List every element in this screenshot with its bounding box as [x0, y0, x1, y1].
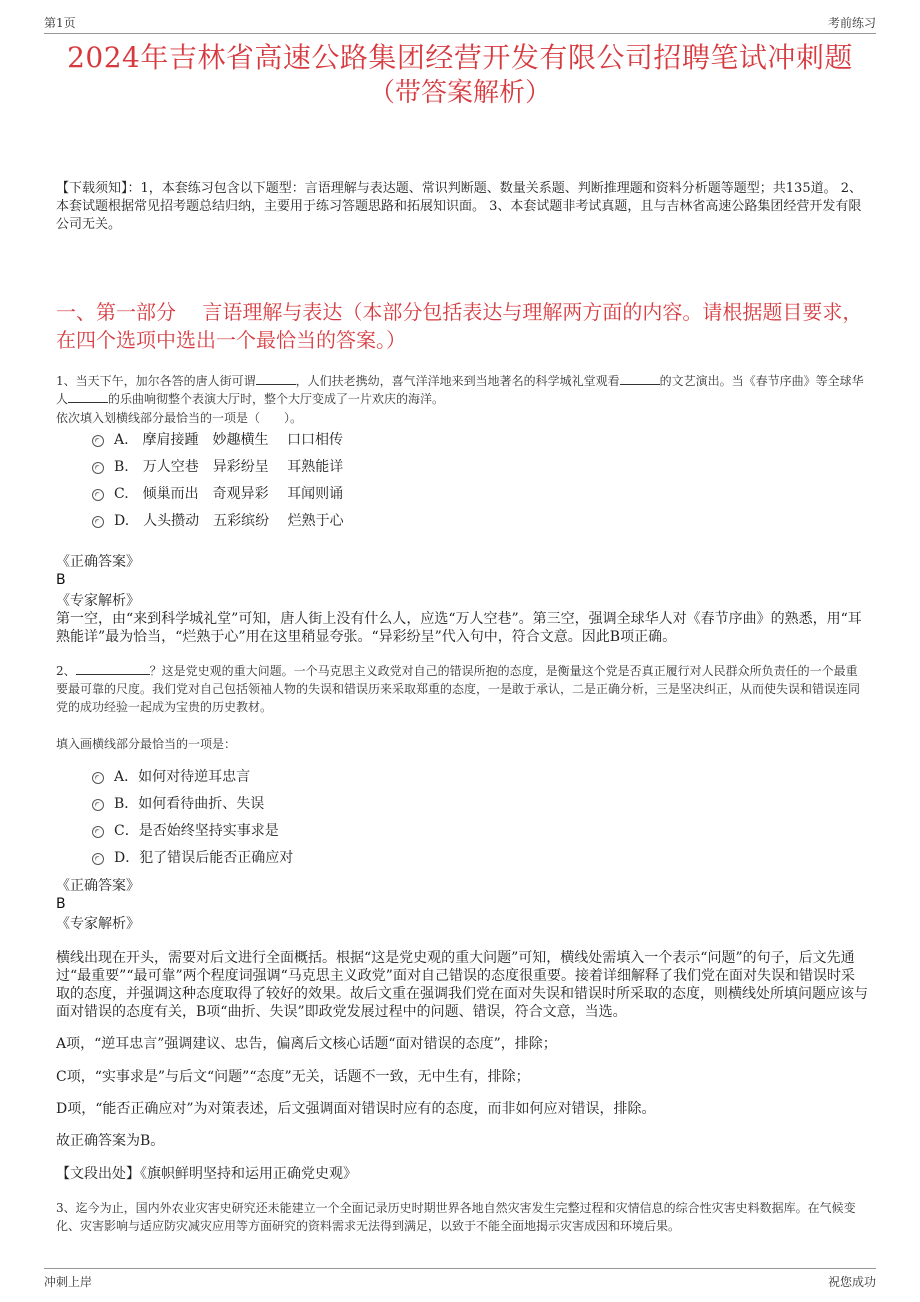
footer-left-text: 冲刺上岸 [44, 1275, 93, 1289]
question-3-stem: 3、迄今为止，国内外农业灾害史研究还未能建立一个全面记录历史时期世界各地自然灾害发生完整过程和灾情信息的综合性灾害史料数据库。在气候变化、灾害影响与适应防灾减灾应用等方面研究的资料需求无法得到满足，以致于不能全面地揭示灾害成因和环境后果。 [56, 1201, 856, 1233]
question-2-instruction: 填入画横线部分最恰当的一项是： [56, 737, 237, 751]
q2-answer: B [56, 896, 66, 912]
q2-option-a[interactable] [92, 766, 251, 788]
question-1-stem [56, 372, 868, 408]
question-2-stem [56, 662, 868, 716]
radio-button[interactable] [92, 435, 104, 447]
q2-analysis-label: 《专家解析》 [56, 916, 140, 932]
q1-answer: B [56, 572, 66, 588]
q1-text-c: 的文艺演出。当《春节序曲》等全球华人 [56, 374, 864, 406]
section-heading: 一、第一部分 言语理解与表达（本部分包括表达与理解两方面的内容。请根据题目要求，在四个选项中选出一个最恰当的答案。） [56, 300, 863, 352]
question-1-instruction: 依次填入划横线部分最恰当的一项是（ ）。 [56, 411, 303, 425]
radio-button[interactable] [92, 489, 104, 501]
q2-option-d[interactable] [92, 847, 294, 869]
q1-text-a: 1、当天下午，加尔各答的唐人街可谓 [56, 374, 256, 388]
q1-answer-label: 《正确答案》 [56, 554, 140, 570]
q2-analysis-d: D项，“能否正确应对”为对策表述，后文强调面对错误时应有的态度，而非如何应对错误，排除。 [56, 1101, 656, 1117]
fill-blank [68, 391, 108, 403]
radio-button[interactable] [92, 799, 104, 811]
q2-source: 【文段出处】《旗帜鲜明坚持和运用正确党史观》 [56, 1166, 357, 1182]
page-header [44, 10, 876, 34]
q2-option-c[interactable] [92, 820, 279, 842]
option-label: D. 人头攒动 五彩缤纷 烂熟于心 [114, 513, 344, 529]
q1-analysis: 第一空，由“来到科学城礼堂”可知，唐人街上没有什么人，应选“万人空巷”。第三空，强调全球华人对《春节序曲》的熟悉，用“耳熟能详”最为恰当，“烂熟于心”用在这里稍显夸张。“异彩纷呈”代入句中，符合文意。因此B项正确。 [56, 611, 862, 645]
option-label: C．是否始终坚持实事求是 [114, 823, 279, 839]
page-number: 第1页 [44, 16, 76, 30]
download-notice: 【下载须知】：1，本套练习包含以下题型：言语理解与表达题、常识判断题、数量关系题、判断推理题和资料分析题等题型；共135道。 2、本套试题根据常见招考题总结归纳，主要用于练习答题思路和拓展知识面。 3、本套试题非考试真题，且与吉林省高速公路集团经营开发有限公司无关。 [56, 181, 862, 232]
q1-option-a[interactable] [92, 429, 344, 451]
radio-button[interactable] [92, 826, 104, 838]
q2-text: ？这是党史观的重大问题。一个马克思主义政党对自己的错误所抱的态度，是衡量这个党是否真正履行对人民群众所负责任的一个最重要最可靠的尺度。我们党对自己包括领袖人物的失误和错误历来采取郑重的态度，一是敢于承认，二是正确分析，三是坚决纠正，从而使失误和错误连同党的成功经验一起成为宝贵的历史教材。 [56, 664, 861, 714]
radio-button[interactable] [92, 516, 104, 528]
option-label: D．犯了错误后能否正确应对 [114, 850, 294, 866]
radio-button[interactable] [92, 853, 104, 865]
footer-right-text: 祝您成功 [827, 1275, 876, 1289]
q2-analysis-main: 横线出现在开头，需要对后文进行全面概括。根据“这是党史观的重大问题”可知，横线处需填入一个表示“问题”的句子，后文先通过“最重要”“最可靠”两个程度词强调“马克思主义政党”面对自己错误的态度很重要。接着详细解释了我们党在面对失误和错误时采取的态度，并强调这种态度取得了较好的效果。故后文重在强调我们党在面对失误和错误时所采取的态度，则横线处所填问题应该与面对错误的态度有关，B项“曲折、失误”即政党发展过程中的问题、错误，符合文意，当选。 [56, 950, 868, 1020]
q1-text-b: ，人们扶老携幼，喜气洋洋地来到当地著名的科学城礼堂观看 [295, 374, 620, 388]
q2-analysis-a: A项，“逆耳忠言”强调建议、忠告，偏离后文核心话题“面对错误的态度”，排除； [56, 1036, 557, 1052]
option-label: A．如何对待逆耳忠言 [114, 769, 251, 785]
header-tag: 考前练习 [827, 16, 876, 30]
document-title: 2024年吉林省高速公路集团经营开发有限公司招聘笔试冲刺题 [67, 41, 853, 74]
q2-analysis-c: C项，“实事求是”与后文“问题”“态度”无关，话题不一致，无中生有，排除； [56, 1069, 530, 1085]
radio-button[interactable] [92, 772, 104, 784]
page-footer [44, 1268, 876, 1292]
document-subtitle: （带答案解析） [368, 78, 551, 108]
q1-option-c[interactable] [92, 483, 344, 505]
option-label: B．如何看待曲折、失误 [114, 796, 265, 812]
q1-option-d[interactable] [92, 510, 344, 532]
fill-blank [76, 663, 150, 675]
q2-answer-label: 《正确答案》 [56, 878, 140, 894]
fill-blank [256, 373, 296, 385]
option-label: C. 倾巢而出 奇观异彩 耳闻则诵 [114, 486, 344, 502]
option-label: B. 万人空巷 异彩纷呈 耳熟能详 [114, 459, 344, 475]
option-label: A. 摩肩接踵 妙趣横生 口口相传 [114, 432, 344, 448]
q1-option-b[interactable] [92, 456, 344, 478]
q2-conclusion: 故正确答案为B。 [56, 1133, 165, 1149]
radio-button[interactable] [92, 462, 104, 474]
q1-text-d: 的乐曲响彻整个表演大厅时，整个大厅变成了一片欢庆的海洋。 [108, 392, 445, 406]
q1-analysis-label: 《专家解析》 [56, 593, 140, 609]
q2-option-b[interactable] [92, 793, 265, 815]
q2-number: 2、 [56, 664, 76, 678]
fill-blank [620, 373, 660, 385]
